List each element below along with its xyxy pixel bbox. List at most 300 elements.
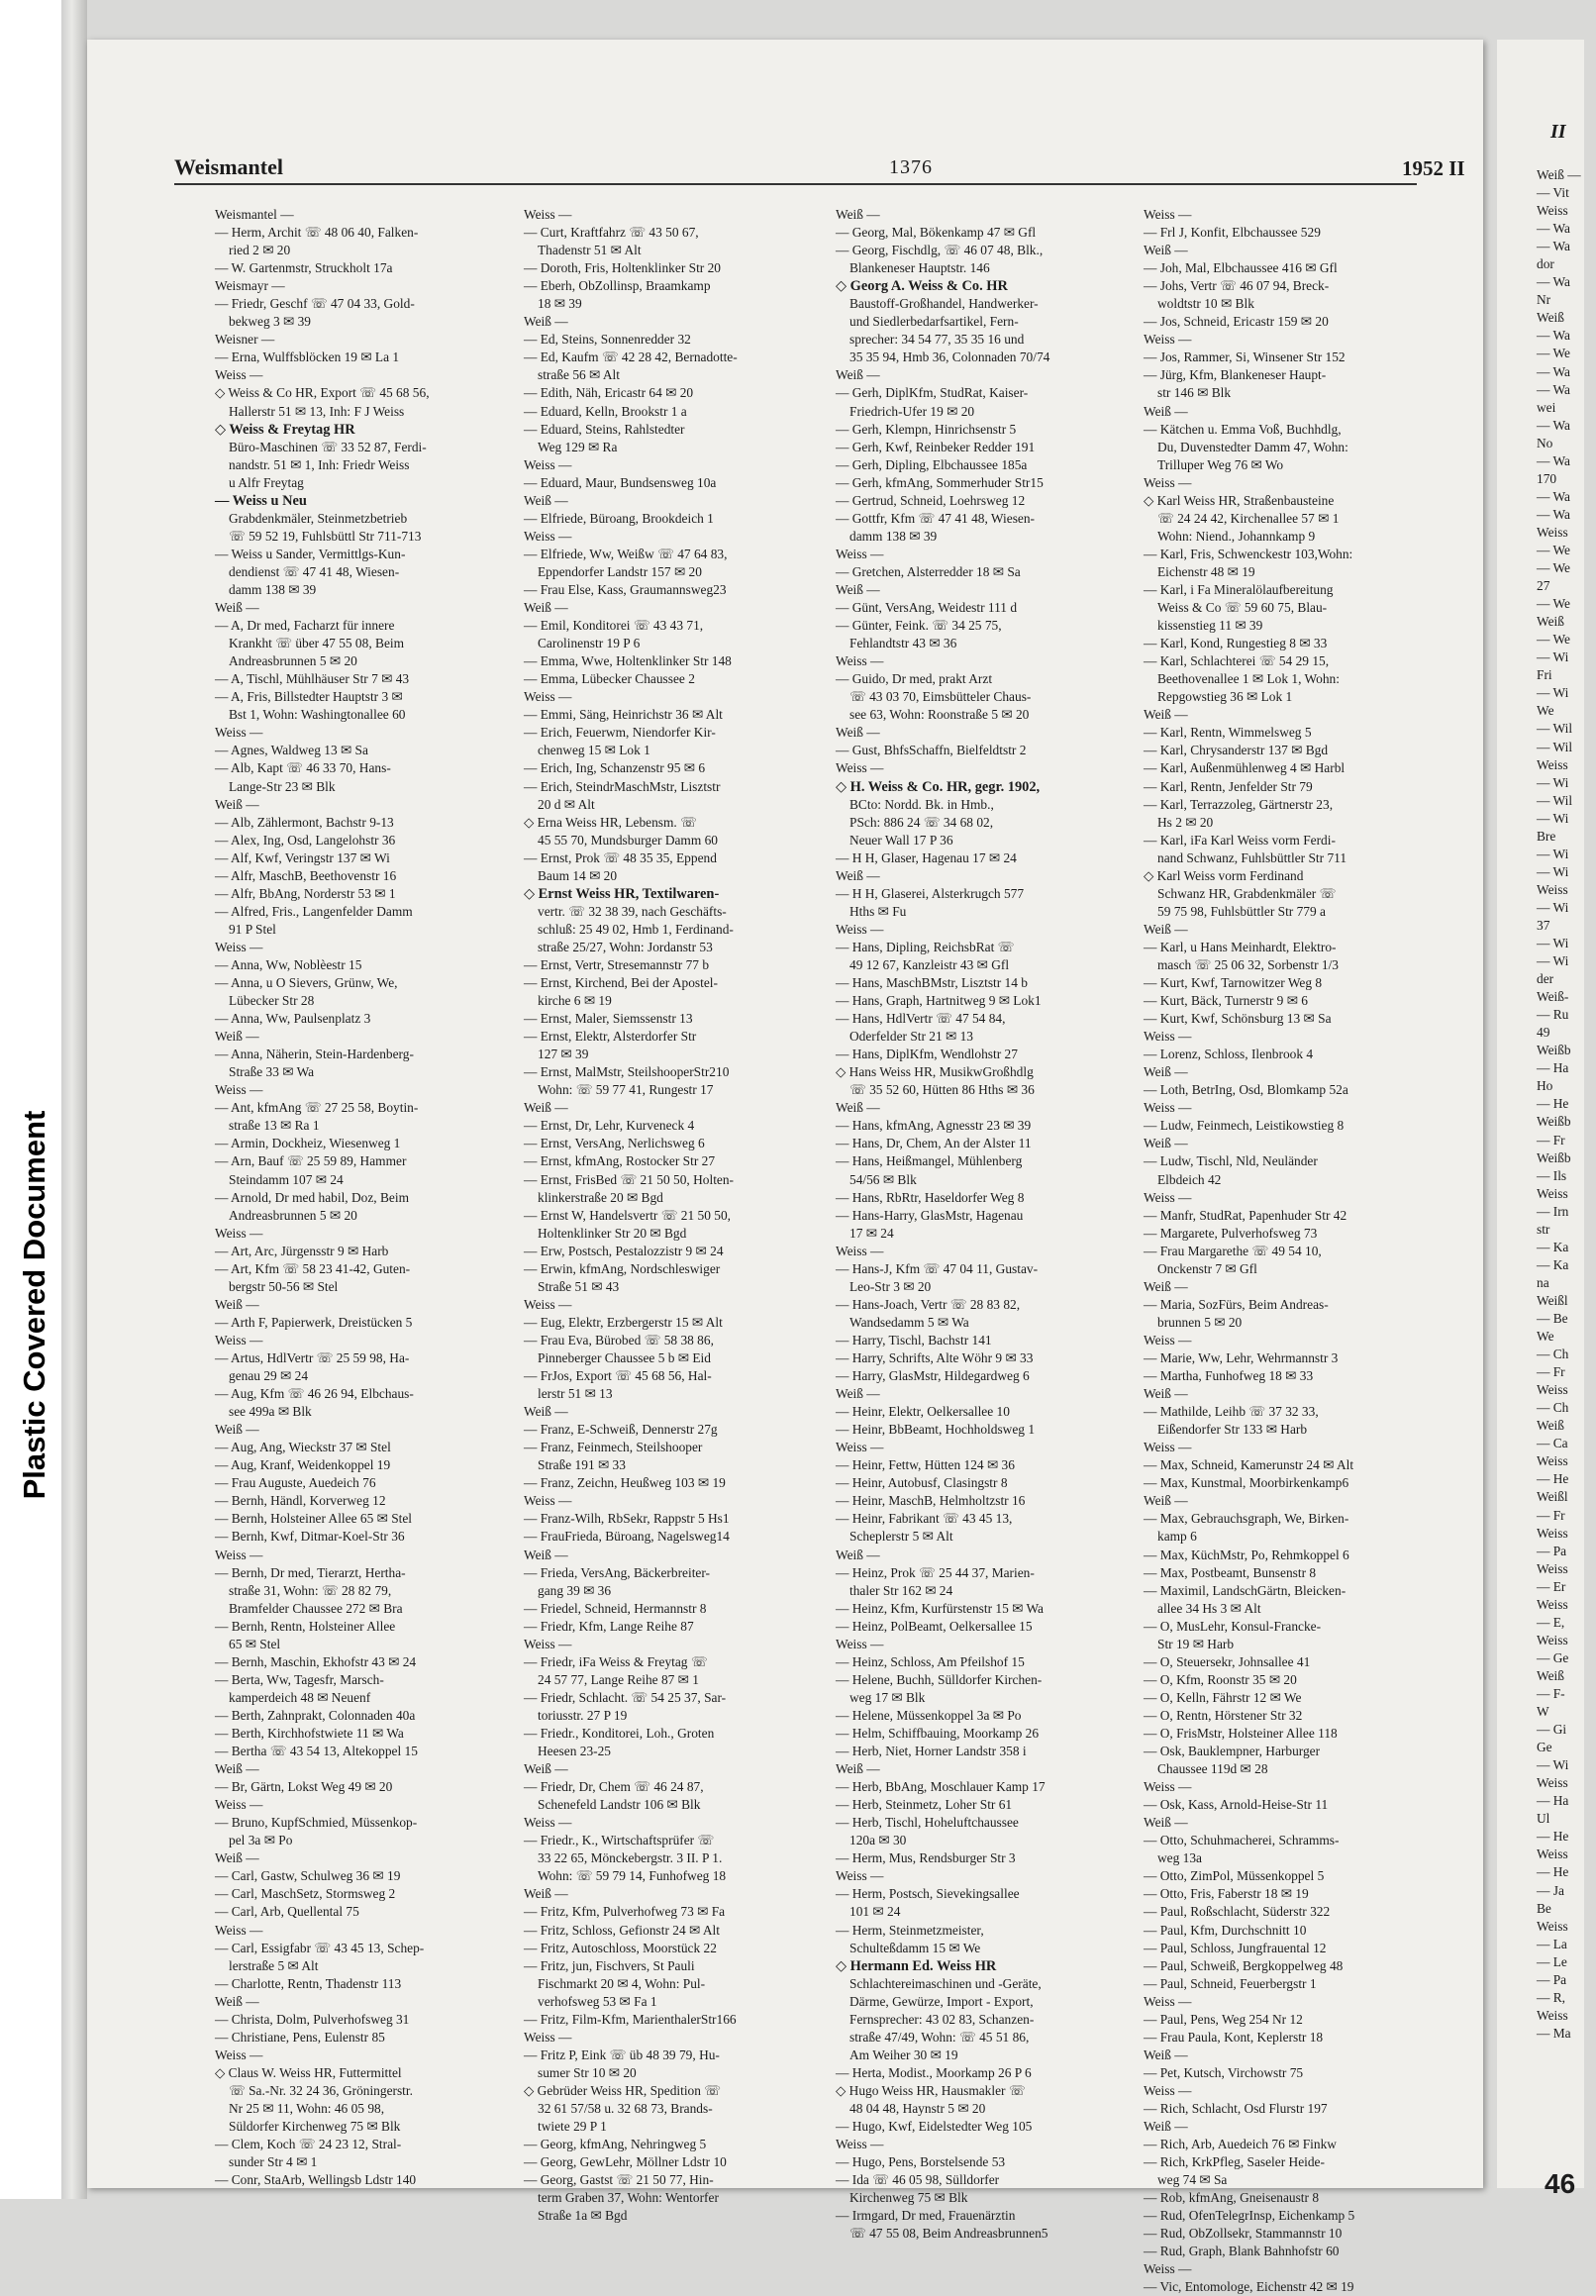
directory-entry-line: — Herb, Tischl, Hoheluftchaussee (836, 1815, 1019, 1831)
directory-entry-line: — Max, Schneid, Kamerunstr 24 ✉ Alt (1144, 1457, 1354, 1473)
directory-entry-line: Weiss — (1144, 1189, 1192, 1205)
directory-entry-line: Beethovenallee 1 ✉ Lok 1, Wohn: (1157, 671, 1340, 687)
facing-entry-line: — Wa (1537, 381, 1571, 397)
column-2 (524, 206, 819, 2225)
facing-entry-line: Weiss (1537, 1632, 1568, 1647)
directory-entry-line: — Karl, Fris, Schwenckestr 103,Wohn: (1144, 546, 1353, 561)
directory-entry-line: ◇ Georg A. Weiss & Co. HR (836, 278, 1008, 295)
directory-entry-line: — Gertrud, Schneid, Loehrsweg 12 (836, 492, 1026, 508)
directory-entry-line: — Harry, GlasMstr, Hildegardweg 6 (836, 1368, 1030, 1384)
directory-entry-line: — Ernst, VersAng, Nerlichsweg 6 (524, 1136, 705, 1151)
directory-entry-line: straße 47/49, Wohn: ☏ 45 51 86, (849, 2029, 1030, 2045)
directory-entry-line: — Frieda, VersAng, Bäckerbreiter- (524, 1564, 711, 1580)
facing-entry-line: Weiss (1537, 1775, 1568, 1791)
facing-page-number: 46 (1545, 2168, 1576, 2199)
directory-entry-line: — Art, Kfm ☏ 58 23 41-42, Guten- (215, 1260, 411, 1276)
directory-entry-line: Weiss — (1144, 332, 1192, 348)
directory-entry-line: Holtenklinker Str 20 ✉ Bgd (538, 1225, 687, 1241)
facing-entry-line: Ge (1537, 1740, 1552, 1755)
directory-entry-line: — Emmi, Säng, Heinrichstr 36 ✉ Alt (524, 707, 723, 723)
directory-entry-line: Weiß — (524, 314, 568, 330)
directory-entry-line: — Karl, iFa Karl Weiss vorm Ferdi- (1144, 832, 1336, 848)
directory-entry-line: — Erich, Feuerwm, Niendorfer Kir- (524, 725, 716, 741)
directory-entry-line: Weiss — (215, 367, 263, 383)
directory-entry-line: Weiss — (836, 921, 884, 937)
directory-entry-line: Weiß — (215, 1296, 259, 1312)
directory-entry-line: — Carl, Arb, Quellental 75 (215, 1904, 359, 1920)
directory-entry-line: — Rich, Arb, Auedeich 76 ✉ Finkw (1144, 2137, 1337, 2152)
facing-entry-line: na (1537, 1274, 1549, 1290)
directory-entry-line: Weiss — (1144, 1993, 1192, 2009)
directory-entry-line: Weiß — (524, 1100, 568, 1116)
directory-entry-line: weg 13a (1157, 1850, 1202, 1866)
directory-entry-line: — Max, Postbeamt, Bunsenstr 8 (1144, 1564, 1317, 1580)
directory-entry-line: — Gretchen, Alsterredder 18 ✉ Sa (836, 563, 1021, 579)
directory-entry-line: str 146 ✉ Blk (1157, 385, 1232, 401)
facing-entry-line: Weiß (1537, 310, 1564, 326)
facing-entry-line: — Wi (1537, 1757, 1569, 1773)
directory-entry-line: Leo-Str 3 ✉ 20 (849, 1278, 932, 1294)
directory-entry-line: Weiß — (524, 1761, 568, 1777)
directory-entry-line: Weiss — (524, 689, 572, 705)
directory-entry-line: — Frau Margarethe ☏ 49 54 10, (1144, 1243, 1322, 1258)
directory-entry-line: — Paul, Schloss, Jungfrauental 12 (1144, 1940, 1327, 1955)
directory-entry-line: — Hans, MaschBMstr, Lisztstr 14 b (836, 975, 1028, 991)
directory-entry-line: — Franz, Zeichn, Heußweg 103 ✉ 19 (524, 1475, 726, 1491)
facing-entry-line: — Wi (1537, 936, 1569, 951)
directory-entry-line: — Friedr, Schlacht. ☏ 54 25 37, Sar- (524, 1689, 727, 1705)
directory-entry-line: Weismayr — (215, 278, 285, 294)
directory-entry-line: — Eug, Elektr, Erzbergerstr 15 ✉ Alt (524, 1314, 723, 1330)
directory-entry-line: — Heinr, Fettw, Hütten 124 ✉ 36 (836, 1457, 1015, 1473)
directory-entry-line: — Emil, Konditorei ☏ 43 43 71, (524, 618, 704, 634)
page-edge (61, 0, 87, 2199)
directory-entry-line: 91 P Stel (229, 921, 276, 937)
directory-entry-line: Weiss — (1144, 474, 1192, 490)
directory-entry-line: klinkerstraße 20 ✉ Bgd (538, 1189, 663, 1205)
directory-entry-line: — Gerh, kfmAng, Sommerhuder Str15 (836, 474, 1044, 490)
directory-entry-line: Straße 1a ✉ Bgd (538, 2208, 628, 2224)
directory-entry-line: ☏ 43 03 70, Eimsbütteler Chaus- (849, 689, 1032, 705)
directory-entry-line: — Max, KüchMstr, Po, Rehmkoppel 6 (1144, 1547, 1349, 1562)
facing-page-column (1537, 166, 1596, 2043)
directory-entry-line: Weismantel — (215, 207, 294, 222)
directory-entry-line: Weiß — (524, 600, 568, 616)
facing-entry-line: — F- (1537, 1685, 1565, 1701)
directory-entry-line: — Margarete, Pulverhofsweg 73 (1144, 1225, 1318, 1241)
directory-entry-line: Weiß — (836, 581, 880, 597)
directory-entry-line: Schwanz HR, Grabdenkmäler ☏ (1157, 885, 1337, 901)
directory-entry-line: masch ☏ 25 06 32, Sorbenstr 1/3 (1157, 956, 1339, 972)
facing-entry-line: Weißb (1537, 1149, 1571, 1165)
directory-entry-line: — Carl, MaschSetz, Stormsweg 2 (215, 1886, 396, 1902)
directory-entry-line: Weiß — (836, 867, 880, 883)
facing-entry-line: 37 (1537, 917, 1550, 933)
directory-entry-line: — Berth, Zahnprakt, Colonnaden 40a (215, 1707, 416, 1723)
directory-entry-line: — Christa, Dolm, Pulverhofsweg 31 (215, 2011, 410, 2027)
directory-entry-line: Weiß — (1144, 1386, 1188, 1402)
directory-entry-line: 17 ✉ 24 (849, 1225, 894, 1241)
directory-entry-line: — Heinr, MaschB, Helmholtzstr 16 (836, 1493, 1026, 1509)
directory-entry-line: — Ludw, Feinmech, Leistikowstieg 8 (1144, 1118, 1345, 1134)
directory-entry-line: term Graben 37, Wohn: Wentorfer (538, 2190, 719, 2206)
facing-entry-line: — Vit (1537, 185, 1569, 201)
directory-entry-line: — Rich, KrkPfleg, Saseler Heide- (1144, 2154, 1325, 2170)
page-number: 1376 (889, 156, 933, 178)
directory-entry-line: — A, Tischl, Mühlhäuser Str 7 ✉ 43 (215, 671, 410, 687)
directory-entry-line: — Irmgard, Dr med, Frauenärztin (836, 2208, 1016, 2224)
directory-entry-line: — Joh, Mal, Elbchaussee 416 ✉ Gfl (1144, 260, 1338, 276)
directory-entry-line: schluß: 25 49 02, Hmb 1, Ferdinand- (538, 921, 734, 937)
directory-entry-line: — Anna, u O Sievers, Grünw, We, (215, 975, 398, 991)
directory-entry-line: Weiß — (215, 1993, 259, 2009)
directory-page (87, 40, 1483, 2295)
directory-entry-line: Wandsedamm 5 ✉ Wa (849, 1314, 969, 1330)
directory-entry-line: — A, Fris, Billstedter Hauptstr 3 ✉ (215, 689, 403, 705)
facing-page-header: II (1550, 121, 1566, 143)
directory-entry-line: 48 04 48, Haynstr 5 ✉ 20 (849, 2100, 986, 2116)
directory-entry-line: Weiss — (215, 1922, 263, 1938)
facing-entry-line: — Wa (1537, 488, 1571, 504)
facing-entry-line: Weiss (1537, 203, 1568, 219)
directory-entry-line: Weiß — (524, 1886, 568, 1902)
directory-entry-line: ried 2 ✉ 20 (229, 243, 291, 258)
directory-entry-line: ◇ H. Weiss & Co. HR, gegr. 1902, (836, 778, 1041, 795)
facing-entry-line: — R, (1537, 1989, 1566, 2005)
facing-entry-line: — Wi (1537, 863, 1569, 879)
directory-entry-line: — Alfred, Fris., Langenfelder Damm (215, 903, 413, 919)
directory-entry-line: — Hans-Joach, Vertr ☏ 28 83 82, (836, 1296, 1021, 1312)
directory-entry-line: — Ernst W, Handelsvertr ☏ 21 50 50, (524, 1207, 732, 1223)
facing-entry-line: — Wil (1537, 739, 1573, 754)
directory-entry-line: Weiss — (215, 1082, 263, 1098)
directory-entry-line: — Hans, kfmAng, Agnesstr 23 ✉ 39 (836, 1118, 1032, 1134)
directory-entry-line: kamp 6 (1157, 1529, 1197, 1545)
directory-entry-line: Hths ✉ Fu (849, 903, 907, 919)
directory-entry-line: Weiß — (836, 1386, 880, 1402)
directory-entry-line: Baustoff-Großhandel, Handwerker- (849, 296, 1039, 312)
facing-entry-line: Weißb (1537, 1043, 1571, 1058)
directory-entry-line: — Fritz, Schloss, Gefionstr 24 ✉ Alt (524, 1922, 720, 1938)
directory-entry-line: verhofsweg 53 ✉ Fa 1 (538, 1993, 657, 2009)
directory-entry-line: 45 55 70, Mundsburger Damm 60 (538, 832, 719, 848)
directory-entry-line: — Friedr, Kfm, Lange Reihe 87 (524, 1618, 694, 1634)
directory-entry-line: — Ernst, kfmAng, Rostocker Str 27 (524, 1153, 716, 1169)
directory-entry-line: ◇ Weiss & Freytag HR (215, 421, 355, 438)
directory-entry-line: — Arth F, Papierwerk, Dreistücken 5 (215, 1314, 413, 1330)
directory-entry-line: — Karl, Schlachterei ☏ 54 29 15, (1144, 653, 1330, 669)
directory-entry-line: Weiß — (836, 207, 880, 222)
directory-entry-line: — Paul, Kfm, Durchschnitt 10 (1144, 1922, 1307, 1938)
directory-entry-line: see 499a ✉ Blk (229, 1404, 312, 1420)
directory-entry-line: Weiß — (1144, 1493, 1188, 1509)
directory-entry-line: 65 ✉ Stel (229, 1636, 281, 1651)
facing-entry-line: — Wa (1537, 221, 1571, 237)
facing-entry-line: Weißb (1537, 1114, 1571, 1130)
facing-entry-line: — Wi (1537, 774, 1569, 790)
directory-entry-line: — Emma, Lübecker Chaussee 2 (524, 671, 695, 687)
directory-entry-line: ☏ Sa.-Nr. 32 24 36, Gröningerstr. (229, 2082, 413, 2098)
directory-entry-line: — Harry, Tischl, Bachstr 141 (836, 1332, 992, 1348)
directory-entry-line: — Alb, Zählermont, Bachstr 9-13 (215, 814, 394, 830)
directory-entry-line: ◇ Hermann Ed. Weiss HR (836, 1957, 997, 1974)
directory-entry-line: Weisner — (215, 332, 275, 348)
directory-entry-line: — Rud, Graph, Blank Bahnhofstr 60 (1144, 2244, 1340, 2259)
directory-entry-line: — Max, Kunstmal, Moorbirkenkamp6 (1144, 1475, 1349, 1491)
directory-entry-line: Süldorfer Kirchenweg 75 ✉ Blk (229, 2119, 401, 2135)
directory-entry-line: — Otto, Fris, Faberstr 18 ✉ 19 (1144, 1886, 1309, 1902)
directory-entry-line: — Berta, Ww, Tagesfr, Marsch- (215, 1671, 384, 1687)
directory-entry-line: bergstr 50-56 ✉ Stel (229, 1278, 339, 1294)
directory-entry-line: — Gerh, DiplKfm, StudRat, Kaiser- (836, 385, 1029, 401)
facing-entry-line: — Wi (1537, 685, 1569, 701)
directory-entry-line: — Paul, Schneid, Feuerbergstr 1 (1144, 1975, 1317, 1991)
facing-entry-line: — Wa (1537, 452, 1571, 468)
directory-entry-line: — Karl, Kond, Rungestieg 8 ✉ 33 (1144, 636, 1328, 651)
facing-entry-line: — Ma (1537, 2025, 1571, 2041)
directory-entry-line: Hallerstr 51 ✉ 13, Inh: F J Weiss (229, 403, 405, 419)
directory-entry-line: — Doroth, Fris, Holtenklinker Str 20 (524, 260, 721, 276)
facing-entry-line: Weiß (1537, 1418, 1564, 1434)
directory-entry-line: Scheplerstr 5 ✉ Alt (849, 1529, 953, 1545)
directory-entry-line: toriusstr. 27 P 19 (538, 1707, 628, 1723)
directory-entry-line: — Clem, Koch ☏ 24 23 12, Stral- (215, 2137, 402, 2152)
directory-entry-line: — Fritz, Autoschloss, Moorstück 22 (524, 1940, 717, 1955)
facing-entry-line: — We (1537, 542, 1571, 557)
directory-entry-line: Därme, Gewürze, Import - Export, (849, 1993, 1034, 2009)
facing-entry-line: — Ha (1537, 1793, 1569, 1809)
directory-entry-line: Lange-Str 23 ✉ Blk (229, 778, 336, 794)
directory-entry-line: bekweg 3 ✉ 39 (229, 314, 311, 330)
facing-entry-line: Weiß (1537, 1667, 1564, 1683)
directory-entry-line: — Hans-J, Kfm ☏ 47 04 11, Gustav- (836, 1260, 1039, 1276)
directory-entry-line: ◇ Weiss & Co HR, Export ☏ 45 68 56, (215, 385, 430, 401)
facing-entry-line: — Wi (1537, 846, 1569, 861)
facing-entry-line: — Ha (1537, 1060, 1569, 1076)
directory-entry-line: — Kurt, Bäck, Turnerstr 9 ✉ 6 (1144, 993, 1308, 1009)
directory-entry-line: — Manfr, StudRat, Papenhuder Str 42 (1144, 1207, 1347, 1223)
directory-entry-line: — Heinr, Fabrikant ☏ 43 45 13, (836, 1511, 1013, 1527)
directory-entry-line: — Maximil, LandschGärtn, Bleicken- (1144, 1582, 1347, 1598)
directory-entry-line: ◇ Hugo Weiss HR, Hausmakler ☏ (836, 2082, 1026, 2098)
directory-entry-line: Am Weiher 30 ✉ 19 (849, 2046, 958, 2062)
directory-entry-line: — Anna, Ww, Paulsenplatz 3 (215, 1011, 371, 1027)
facing-entry-line: — Pa (1537, 1971, 1567, 1987)
directory-entry-line: — Friedr, Dr, Chem ☏ 46 24 87, (524, 1779, 704, 1795)
directory-entry-line: — Maria, SozFürs, Beim Andreas- (1144, 1296, 1329, 1312)
directory-entry-line: — Friedr, iFa Weiss & Freytag ☏ (524, 1653, 708, 1669)
facing-entry-line: — He (1537, 1829, 1569, 1845)
directory-entry-line: — Ernst, Prok ☏ 48 35 35, Eppend (524, 849, 717, 865)
facing-entry-line: — Wa (1537, 239, 1571, 254)
directory-entry-line: — Franz, Feinmech, Steilshooper (524, 1440, 703, 1455)
directory-entry-line: — Alfr, MaschB, Beethovenstr 16 (215, 867, 397, 883)
directory-entry-line: — Herm, Postsch, Sievekingsallee (836, 1886, 1020, 1902)
directory-entry-line: Eichenstr 48 ✉ 19 (1157, 563, 1255, 579)
directory-entry-line: lerstr 51 ✉ 13 (538, 1386, 613, 1402)
directory-entry-line: sprecher: 34 54 77, 35 35 16 und (849, 332, 1025, 348)
directory-entry-line: Weiß — (1144, 243, 1188, 258)
directory-entry-line: Weiß — (1144, 1064, 1188, 1080)
directory-entry-line: und Siedlerbedarfsartikel, Fern- (849, 314, 1019, 330)
directory-entry-line: — Herm, Steinmetzmeister, (836, 1922, 984, 1938)
facing-entry-line: — Ja (1537, 1882, 1564, 1898)
directory-entry-line: ◇ Karl Weiss HR, Straßenbausteine (1144, 492, 1335, 508)
facing-entry-line: 49 (1537, 1025, 1550, 1041)
directory-entry-line: Weiß — (524, 1404, 568, 1420)
facing-entry-line: wei (1537, 399, 1556, 415)
directory-entry-line: — Erich, Ing, Schanzenstr 95 ✉ 6 (524, 760, 706, 776)
facing-entry-line: Weiss (1537, 1596, 1568, 1612)
directory-entry-line: — Herb, Steinmetz, Loher Str 61 (836, 1797, 1013, 1813)
directory-entry-line: — Hans, Heißmangel, Mühlenberg (836, 1153, 1023, 1169)
facing-entry-line: — Irn (1537, 1203, 1569, 1219)
directory-entry-line: kamperdeich 48 ✉ Neuenf (229, 1689, 371, 1705)
directory-entry-line: — Frau Else, Kass, Graumannsweg23 (524, 581, 727, 597)
facing-entry-line: — Wi (1537, 649, 1569, 665)
facing-entry-line: der (1537, 971, 1554, 987)
facing-entry-line: — Ru (1537, 1007, 1569, 1023)
directory-entry-line: Weiss — (215, 1797, 263, 1813)
directory-entry-line: — Gerh, Kwf, Reinbeker Redder 191 (836, 439, 1036, 454)
directory-entry-line: sunder Str 4 ✉ 1 (229, 2154, 318, 2170)
directory-entry-line: nandstr. 51 ✉ 1, Inh: Friedr Weiss (229, 456, 410, 472)
directory-entry-line: Friedrich-Ufer 19 ✉ 20 (849, 403, 975, 419)
directory-entry-line: 101 ✉ 24 (849, 1904, 901, 1920)
directory-entry-line: — Georg, Fischdlg, ☏ 46 07 48, Blk., (836, 243, 1044, 258)
directory-entry-line: — O, Rentn, Hörstener Str 32 (1144, 1707, 1303, 1723)
directory-entry-line: Steindamm 107 ✉ 24 (229, 1171, 344, 1187)
directory-entry-line: Eppendorfer Landstr 157 ✉ 20 (538, 563, 702, 579)
facing-entry-line: — Wi (1537, 899, 1569, 915)
directory-entry-line: Weiß — (215, 1422, 259, 1438)
facing-entry-line: Be (1537, 1900, 1551, 1916)
directory-entry-line: allee 34 Hs 3 ✉ Alt (1157, 1600, 1261, 1616)
facing-entry-line: Ho (1537, 1078, 1553, 1094)
directory-entry-line: — Hans, HdlVertr ☏ 47 54 84, (836, 1011, 1006, 1027)
directory-entry-line: — Hans, Dipling, ReichsbRat ☏ (836, 939, 1015, 954)
facing-entry-line: Weiss (1537, 1560, 1568, 1576)
directory-entry-line: 49 12 67, Kanzleistr 43 ✉ Gfl (849, 956, 1010, 972)
directory-entry-line: — Ernst, Kirchend, Bei der Apostel- (524, 975, 718, 991)
facing-entry-line: Ul (1537, 1811, 1550, 1827)
directory-entry-line: — Osk, Kass, Arnold-Heise-Str 11 (1144, 1797, 1329, 1813)
directory-entry-line: Thadenstr 51 ✉ Alt (538, 243, 642, 258)
directory-entry-line: u Alfr Freytag (229, 474, 304, 490)
directory-entry-line: — Bernh, Händl, Korverweg 12 (215, 1493, 386, 1509)
directory-entry-line: — Hans, Dr, Chem, An der Alster 11 (836, 1136, 1032, 1151)
facing-entry-line: — Ka (1537, 1256, 1569, 1272)
directory-entry-line: — Friedel, Schneid, Hermannstr 8 (524, 1600, 707, 1616)
directory-entry-line: — Erwin, kfmAng, Nordschleswiger (524, 1260, 721, 1276)
facing-entry-line: Weiss (1537, 524, 1568, 540)
directory-entry-line: — Ida ☏ 46 05 98, Sülldorfer (836, 2172, 1000, 2188)
directory-entry-line: see 63, Wohn: Roonstraße 5 ✉ 20 (849, 707, 1030, 723)
directory-entry-line: — Guido, Dr med, prakt Arzt (836, 671, 993, 687)
facing-entry-line: — Fr (1537, 1132, 1565, 1148)
directory-entry-line: — Aug, Kranf, Weidenkoppel 19 (215, 1457, 391, 1473)
facing-entry-line: — He (1537, 1096, 1569, 1112)
directory-entry-line: Weiß — (215, 796, 259, 812)
directory-entry-line: — Paul, Roßschlacht, Süderstr 322 (1144, 1904, 1331, 1920)
directory-entry-line: Weiss — (524, 1493, 572, 1509)
directory-entry-line: — Ernst, Vertr, Stresemannstr 77 b (524, 956, 710, 972)
facing-entry-line: — Fr (1537, 1507, 1565, 1523)
directory-entry-line: Weiss — (1144, 1779, 1192, 1795)
directory-entry-line: — Günter, Feink. ☏ 34 25 75, (836, 618, 1002, 634)
directory-entry-line: ☏ 35 52 60, Hütten 86 Hths ✉ 36 (849, 1082, 1035, 1098)
directory-entry-line: Straße 191 ✉ 33 (538, 1457, 626, 1473)
facing-entry-line: Weißl (1537, 1292, 1568, 1308)
directory-entry-line: ◇ Gebrüder Weiss HR, Spedition ☏ (524, 2082, 722, 2098)
directory-entry-line: Schlachtereimaschinen und -Geräte, (849, 1975, 1042, 1991)
directory-entry-line: — Emma, Wwe, Holtenklinker Str 148 (524, 653, 732, 669)
directory-entry-line: Weiss — (1144, 1440, 1192, 1455)
directory-entry-line: Neuer Wall 17 P 36 (849, 832, 953, 848)
directory-entry-line: Baum 14 ✉ 20 (538, 867, 618, 883)
column-4 (1144, 206, 1439, 2296)
directory-entry-line: Onckenstr 7 ✉ Gfl (1157, 1260, 1257, 1276)
directory-entry-line: — Osk, Bauklempner, Harburger (1144, 1744, 1321, 1759)
directory-entry-line: — O, MusLehr, Konsul-Francke- (1144, 1618, 1322, 1634)
facing-entry-line: Weiss (1537, 756, 1568, 772)
directory-entry-line: — Helene, Buchh, Sülldorfer Kirchen- (836, 1671, 1043, 1687)
facing-entry-line: Weiß (1537, 614, 1564, 630)
directory-entry-line: Weiss — (1144, 2082, 1192, 2098)
directory-entry-line: Schulteßdamm 15 ✉ We (849, 1940, 981, 1955)
directory-entry-line: — Hugo, Kwf, Eidelstedter Weg 105 (836, 2119, 1033, 2135)
directory-entry-line: 59 75 98, Fuhlsbüttler Str 779 a (1157, 903, 1326, 919)
column-3 (836, 206, 1131, 2243)
directory-entry-line: sumer Str 10 ✉ 20 (538, 2064, 637, 2080)
directory-entry-line: Weiß — (1144, 1815, 1188, 1831)
directory-entry-line: Oderfelder Str 21 ✉ 13 (849, 1029, 974, 1045)
directory-entry-line: — Ed, Kaufm ☏ 42 28 42, Bernadotte- (524, 349, 738, 365)
directory-entry-line: — Georg, kfmAng, Nehringweg 5 (524, 2137, 707, 2152)
directory-entry-line: — Armin, Dockheiz, Wiesenweg 1 (215, 1136, 401, 1151)
facing-page (1497, 40, 1584, 2199)
directory-entry-line: — Anna, Ww, Noblèestr 15 (215, 956, 362, 972)
directory-entry-line: — Eduard, Kelln, Brookstr 1 a (524, 403, 687, 419)
directory-entry-line: 24 57 77, Lange Reihe 87 ✉ 1 (538, 1671, 699, 1687)
facing-entry-line: Bre (1537, 828, 1556, 844)
directory-entry-line: Du, Duvenstedter Damm 47, Wohn: (1157, 439, 1348, 454)
directory-entry-line: — Bernh, Rentn, Holsteiner Allee (215, 1618, 396, 1634)
directory-entry-line: Fehlandtstr 43 ✉ 36 (849, 636, 957, 651)
directory-entry-line: Weiss & Co ☏ 59 60 75, Blau- (1157, 600, 1328, 616)
facing-entry-line: — Ge (1537, 1649, 1569, 1665)
directory-entry-line: Weiß — (215, 600, 259, 616)
directory-entry-line: Weiss — (215, 1225, 263, 1241)
directory-entry-line: — FrJos, Export ☏ 45 68 56, Hal- (524, 1368, 712, 1384)
directory-entry-line: — Hans-Harry, GlasMstr, Hagenau (836, 1207, 1024, 1223)
directory-entry-line: — Herb, Niet, Horner Landstr 358 i (836, 1744, 1027, 1759)
directory-entry-line: — Fritz, Kfm, Pulverhofweg 73 ✉ Fa (524, 1904, 726, 1920)
directory-entry-line: — Christiane, Pens, Eulenstr 85 (215, 2029, 385, 2045)
directory-entry-line: — Paul, Pens, Weg 254 Nr 12 (1144, 2011, 1303, 2027)
facing-entry-line: Nr (1537, 292, 1551, 308)
directory-entry-line: — Bernh, Holsteiner Allee 65 ✉ Stel (215, 1511, 413, 1527)
directory-entry-line: Str 19 ✉ Harb (1157, 1636, 1235, 1651)
directory-entry-line: — Karl, Chrysanderstr 137 ✉ Bgd (1144, 743, 1329, 758)
directory-entry-line: — Bertha ☏ 43 54 13, Altekoppel 15 (215, 1744, 418, 1759)
directory-entry-line: Elbdeich 42 (1157, 1171, 1222, 1187)
directory-entry-line: Heesen 23-25 (538, 1744, 611, 1759)
directory-entry-line: — W. Gartenmstr, Struckholt 17a (215, 260, 393, 276)
directory-entry-line: Weiss — (215, 2046, 263, 2062)
directory-entry-line: Weiss — (1144, 207, 1192, 222)
directory-entry-line: kissenstieg 11 ✉ 39 (1157, 618, 1263, 634)
